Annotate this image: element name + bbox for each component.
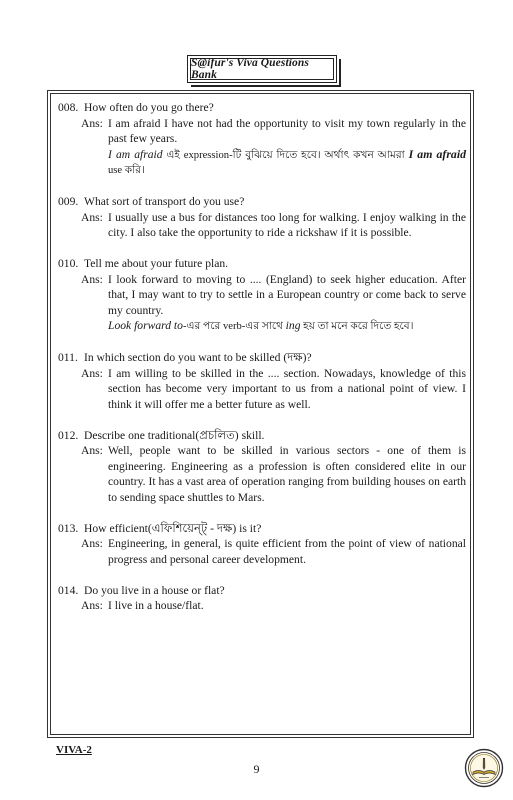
question-number: 010. <box>58 257 79 270</box>
question-row <box>58 256 466 272</box>
answer-row <box>58 210 466 241</box>
note-bold-term: I am afraid <box>408 146 466 161</box>
answer-label: Ans: <box>81 444 103 457</box>
answer-text: I live in a house/flat. <box>108 599 204 612</box>
question-row <box>58 428 466 444</box>
answer-text: Engineering, in general, is quite efficient from the point of view of national progress and personal career development. <box>108 537 466 566</box>
answer-row <box>58 116 466 179</box>
question-number: 008. <box>58 101 79 114</box>
answer-label: Ans: <box>81 537 103 550</box>
footer-section-label: VIVA-2 <box>56 744 92 756</box>
answer-row <box>58 536 466 567</box>
note-italic-term: I am afraid <box>108 147 163 161</box>
qa-item-010 <box>58 256 466 335</box>
question-text: In which section do you want to be skilled (দক্ষ)? <box>84 351 312 364</box>
qa-item-009 <box>58 194 466 241</box>
page-header-box <box>187 55 337 83</box>
question-text: Tell me about your future plan. <box>84 257 229 270</box>
qa-item-008 <box>58 100 466 179</box>
question-number: 012. <box>58 428 79 442</box>
page-number: 9 <box>253 762 260 776</box>
question-text: How efficient(এফিশিয়েন্ট্‌ - দক্ষ) is it? <box>84 521 262 535</box>
qa-list <box>58 100 466 629</box>
answer-body <box>108 443 466 505</box>
answer-row <box>58 598 466 614</box>
answer-text: I usually use a bus for distances too long for walking. I enjoy walking in the city. I also take the opportunity to ride a rickshaw if it is possible. <box>108 210 466 239</box>
answer-label: Ans: <box>81 599 103 612</box>
question-text: Do you live in a house or flat? <box>84 583 225 597</box>
answer-label: Ans: <box>81 366 103 380</box>
book-pen-emblem-icon <box>464 748 504 788</box>
answer-body <box>108 366 466 413</box>
answer-row <box>58 443 466 505</box>
question-text: What sort of transport do you use? <box>84 195 245 208</box>
question-number: 013. <box>58 521 79 535</box>
answer-body <box>108 598 466 614</box>
note-text: এই expression-টি বুঝিয়ে দিতে হবে। অর্থাৎ কখন আমরা <box>162 149 409 161</box>
note-text: -এর পরে verb-এর সাথে <box>182 321 286 332</box>
note-italic-term: Look forward to <box>108 319 183 332</box>
answer-row <box>58 366 466 413</box>
qa-item-013 <box>58 521 466 568</box>
question-row <box>58 350 466 366</box>
qa-item-014 <box>58 583 466 614</box>
question-text: How often do you go there? <box>84 101 214 114</box>
answer-text: I am afraid I have not had the opportunity to visit my town regularly in the past few years. <box>108 116 466 145</box>
answer-label: Ans: <box>81 116 103 130</box>
question-number: 009. <box>58 195 79 208</box>
question-row <box>58 194 466 210</box>
question-row <box>58 100 466 116</box>
teacher-note <box>108 318 466 335</box>
note-italic-term-2: ing <box>285 319 301 332</box>
qa-item-011 <box>58 350 466 412</box>
answer-row <box>58 272 466 335</box>
question-row <box>58 521 466 537</box>
note-text-end: হয় তা মনে করে দিতে হবে। <box>300 321 414 332</box>
answer-label: Ans: <box>81 210 103 224</box>
answer-text: Well, people want to be skilled in various sectors - one of them is engineering. Engineering as a profession is often considered elite in our country. It has a vast area of operation ranging from building houses on earth to sending space shuttles to Mars. <box>108 444 466 504</box>
answer-body <box>108 536 466 567</box>
answer-body <box>108 210 466 241</box>
answer-label: Ans: <box>81 272 103 286</box>
answer-body <box>108 116 466 179</box>
answer-text: I am willing to be skilled in the .... section. Nowadays, knowledge of this section has become very important to us from a national point of view. I think it will offer me a better future as well. <box>108 366 466 411</box>
teacher-note <box>108 147 466 179</box>
qa-item-012 <box>58 428 466 506</box>
question-row <box>58 583 466 599</box>
answer-text: I look forward to moving to .... (England) to seek higher education. After that, I may want to try to settle in a European country or come back to serve my country. <box>108 272 466 317</box>
question-text: Describe one traditional(প্রচলিত) skill. <box>84 428 265 442</box>
question-number: 011. <box>58 351 78 364</box>
question-number: 014. <box>58 583 79 597</box>
page-header-title: S@ifur's Viva Questions Bank <box>190 58 334 80</box>
note-text-end: use করি। <box>108 165 145 176</box>
answer-body <box>108 272 466 335</box>
